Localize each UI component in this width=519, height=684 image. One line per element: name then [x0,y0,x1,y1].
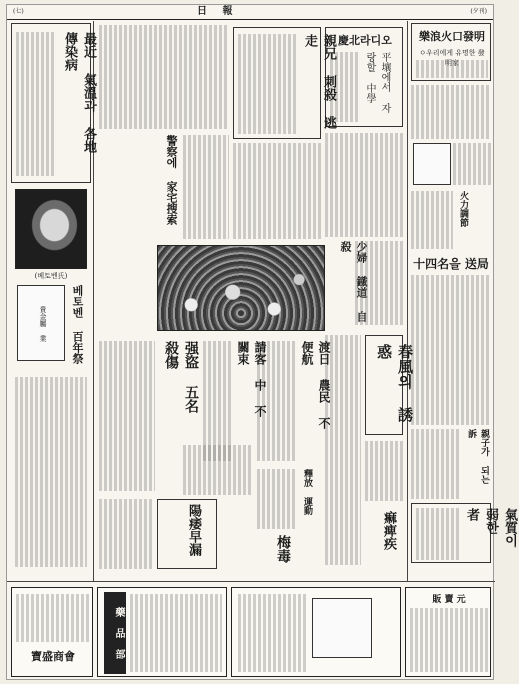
headline: 渡日 農民 不便航 [300,341,331,429]
subhead: 平壤에서 자랑할 中學 [364,52,390,113]
article-text [325,133,403,237]
headline: 少婦 鐵道 自殺 [339,241,368,322]
headline: 베토벤 百年祭 [71,285,84,364]
headline: 强盜 五名 殺傷 [163,341,199,413]
headline: 陽痿早漏 [186,504,201,556]
headline: 釋放 運動 [302,469,312,515]
article-text [355,241,403,325]
headline: 氣質이 弱한 者 [464,508,517,547]
headline: 慶北라디오 [338,34,392,47]
flower-sketch [17,285,65,361]
ad-divider [7,581,495,582]
page-number: (七) [13,8,24,15]
headline: 請客 中 不 關束 [236,341,267,417]
headline-box-right-top [411,23,491,81]
article-text [416,60,488,78]
crowd-photo [157,245,325,331]
ad-text [238,594,308,672]
article-text [16,32,56,176]
machine-illustration [413,143,451,185]
subhead: ㅇ우리에게 유명한 發明家 [419,49,485,67]
article-text [453,143,491,185]
newspaper-page [6,4,517,680]
ad-title: 販 賣 元 [432,595,466,605]
article-text [411,85,491,139]
headline: 痲痺疾 [381,511,396,550]
article-text [183,445,253,495]
article-text [99,499,153,569]
headline: 警察에 家宅搜索 [165,135,178,225]
article-text [183,135,229,239]
article-text [365,441,403,501]
newspaper-title: 日 報 [197,6,239,17]
headline: 十四名을 送局 [413,257,489,271]
headline: 梅毒 [275,535,291,563]
advertisement [405,587,491,677]
article-text [257,469,297,529]
headline: 親兄 刺殺 逃走 [302,34,336,129]
article-text [233,143,321,239]
headline-box-kijil [411,503,517,563]
product-illustration [312,598,372,658]
masthead [7,5,493,20]
headline: 樂浪火口發明 [419,30,485,43]
edition-label: (夕刊) [470,8,487,15]
article-text [99,341,155,491]
article-text [411,429,461,499]
article-text [15,377,87,567]
sketch-caption: 貴金屬 業 [39,306,47,342]
headline: 最近 氣溫과 各地 傳染病 [62,32,96,153]
article-text [238,34,296,134]
ad-text [16,594,90,642]
column-rule [407,21,408,581]
headline-box-yangmo [157,499,217,569]
headline-box-chunpung [365,335,414,435]
headline: 親子가 되는 訴 [466,429,489,484]
ad-title: 寶盛商會 [31,650,75,663]
ad-text [130,594,222,672]
advertisement [97,587,227,677]
article-text [99,25,229,129]
advertisement [231,587,401,677]
ad-text [410,608,488,672]
headline-box-chingyeon [233,27,336,139]
ad-title: 藥 品 部 [104,592,126,674]
headline: 火力調節 [458,191,468,227]
article-text [411,191,453,249]
headline-box-choegeun [11,23,96,183]
headline: 春風의 誘惑 [375,344,414,422]
beethoven-portrait [15,189,87,269]
article-text [203,341,231,461]
advertisement [11,587,93,677]
article-text [416,508,460,560]
article-text [411,275,491,425]
portrait-caption: (베토벤氏) [34,272,68,280]
